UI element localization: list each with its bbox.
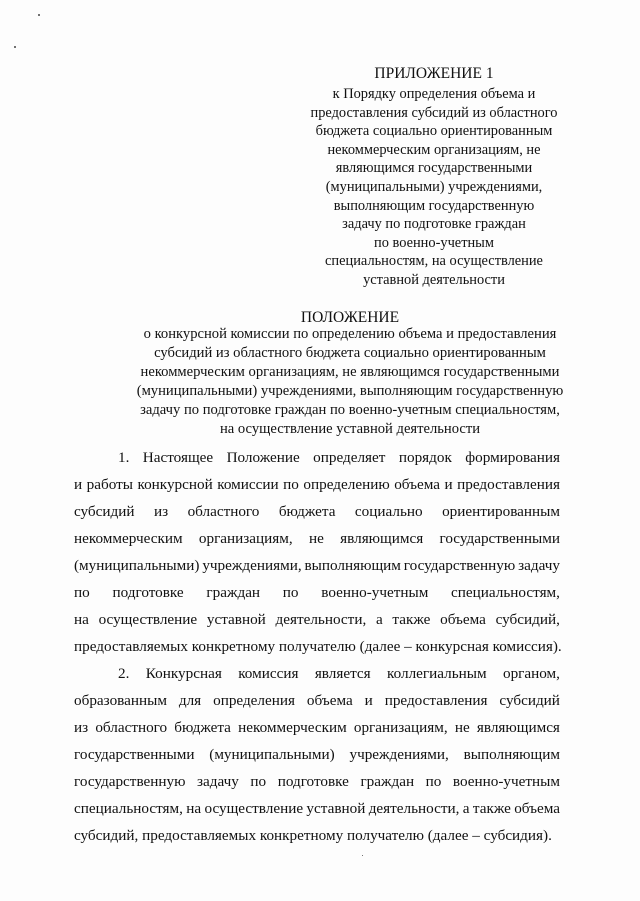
word: учреждениями, xyxy=(202,557,302,574)
appendix-line: выполняющим государственную xyxy=(333,197,535,214)
word: определения xyxy=(213,692,295,709)
word: некоммерческим xyxy=(238,719,347,736)
word: по xyxy=(250,773,267,790)
paragraph-line xyxy=(74,714,560,741)
word: предоставления xyxy=(457,476,560,493)
paragraph-line: субсидий, предоставляемых конкретному получателю (далее – субсидия). xyxy=(74,827,552,844)
word: подготовке xyxy=(277,773,349,790)
subtitle-line: некоммерческим организациям, не являющимся государственными xyxy=(140,364,560,380)
scan-speck xyxy=(14,46,16,48)
word: (муниципальными) xyxy=(74,557,200,574)
paragraph-line xyxy=(74,606,560,633)
word: и xyxy=(444,476,453,493)
word: органом, xyxy=(502,665,560,682)
word: уставной xyxy=(306,800,366,817)
word: бюджета xyxy=(174,719,231,736)
word: образованным xyxy=(74,692,167,709)
paragraph-line xyxy=(74,525,560,552)
word: организациям, xyxy=(353,719,448,736)
word: комиссии xyxy=(217,476,279,493)
word: Положение xyxy=(226,449,300,466)
subtitle-line: задачу по подготовке граждан по военно-учетным специальностям, xyxy=(140,402,560,418)
word: определению xyxy=(303,476,390,493)
word: порядок xyxy=(398,449,452,466)
word: специальностям, xyxy=(74,800,183,817)
regulation-subtitle xyxy=(70,325,630,439)
word: бюджета xyxy=(278,503,336,520)
word: субсидий xyxy=(499,692,560,709)
word: формирования xyxy=(465,449,560,466)
word: Конкурсная xyxy=(145,665,222,682)
word: осуществление xyxy=(204,800,304,817)
word: из xyxy=(153,503,169,520)
word: государственную xyxy=(74,773,186,790)
word: по xyxy=(74,584,90,601)
appendix-block xyxy=(300,64,568,290)
paragraph-line xyxy=(74,741,560,768)
paragraph-line xyxy=(74,660,560,687)
appendix-line: (муниципальными) учреждениями, xyxy=(325,178,543,195)
word: граждан xyxy=(360,773,415,790)
appendix-line: задачу по подготовке граждан xyxy=(342,216,526,233)
paragraph-line xyxy=(74,795,560,822)
regulation-body xyxy=(74,444,560,849)
appendix-line: к Порядку определения объема и xyxy=(332,86,536,102)
paragraph-2 xyxy=(74,660,560,849)
word: субсидий xyxy=(74,503,135,520)
word: объема xyxy=(394,476,440,493)
word: работы xyxy=(86,476,133,493)
word: предоставления xyxy=(384,692,488,709)
word: не xyxy=(308,530,324,547)
word: выполняющим xyxy=(463,746,560,763)
word: из xyxy=(74,719,89,736)
scan-speck xyxy=(362,855,363,856)
word: и xyxy=(74,476,83,493)
word: и xyxy=(364,692,373,709)
word: социально xyxy=(354,503,423,520)
word: не xyxy=(454,719,470,736)
word: государственную xyxy=(403,557,516,574)
word: являющимся xyxy=(476,719,560,736)
paragraph-line xyxy=(74,768,560,795)
word: по xyxy=(283,476,299,493)
appendix-line: некоммерческим организациям, не xyxy=(327,141,541,158)
word: военно-учетным xyxy=(452,773,560,790)
paragraph-line xyxy=(74,579,560,606)
word: уставной xyxy=(206,611,266,628)
word: областного xyxy=(187,503,260,520)
appendix-line: бюджета социально ориентированным xyxy=(315,123,553,140)
word: деятельности, xyxy=(368,800,460,817)
appendix-line: уставной деятельности xyxy=(363,271,505,288)
paragraph-line xyxy=(74,471,560,498)
word: является xyxy=(314,665,371,682)
word: по xyxy=(282,584,299,601)
paragraph-line xyxy=(74,444,560,471)
word: специальностям, xyxy=(451,584,560,601)
word: на xyxy=(186,800,202,817)
word: конкурсной xyxy=(137,476,213,493)
word: учреждениями, xyxy=(349,746,449,763)
word: субсидий, xyxy=(495,611,560,628)
word: объема xyxy=(514,800,560,817)
word: а xyxy=(462,800,470,817)
appendix-heading: ПРИЛОЖЕНИЕ 1 xyxy=(374,65,494,82)
appendix-line: предоставления субсидий из областного xyxy=(310,104,558,121)
word: организациям, xyxy=(198,530,293,547)
word: государственными xyxy=(439,530,560,547)
word: военно-учетным xyxy=(321,584,429,601)
subtitle-line: (муниципальными) учреждениями, выполняющим государственную xyxy=(136,383,564,399)
word: 1. xyxy=(118,449,130,466)
regulation-title: ПОЛОЖЕНИЕ xyxy=(300,309,400,326)
appendix-line: специальностям, на осуществление xyxy=(325,253,543,270)
word: деятельности, xyxy=(275,611,367,628)
scan-speck xyxy=(38,14,40,16)
word: а xyxy=(375,611,383,628)
word: на xyxy=(74,611,89,628)
paragraph-line xyxy=(74,552,560,579)
word: подготовке xyxy=(112,584,184,601)
subtitle-line: субсидий из областного бюджета социально ориентированным xyxy=(154,345,546,361)
word: некоммерческим xyxy=(74,530,183,547)
word: ориентированным xyxy=(442,503,560,520)
word: выполняющим xyxy=(304,557,401,574)
word: (муниципальными) xyxy=(209,746,335,763)
word: 2. xyxy=(118,665,130,682)
word: объема xyxy=(306,692,353,709)
paragraph-line: предоставляемых конкретному получателю (далее – конкурсная комиссия). xyxy=(74,638,562,655)
word: задачу xyxy=(197,773,239,790)
word: задачу xyxy=(518,557,560,574)
word: объема xyxy=(440,611,486,628)
word: комиссия xyxy=(238,665,299,682)
word: также xyxy=(472,800,511,817)
appendix-line: являющимся государственными xyxy=(335,160,533,177)
appendix-line: по военно-учетным xyxy=(374,234,494,251)
subtitle-line: на осуществление уставной деятельности xyxy=(219,421,481,437)
word: государственными xyxy=(74,746,195,763)
word: определяет xyxy=(313,449,386,466)
word: являющимся xyxy=(340,530,424,547)
word: граждан xyxy=(206,584,261,601)
word: по xyxy=(425,773,442,790)
subtitle-line: о конкурсной комиссии по определению объема и предоставления xyxy=(143,326,557,342)
paragraph-line xyxy=(74,498,560,525)
paragraph-1 xyxy=(74,444,560,660)
paragraph-line xyxy=(74,687,560,714)
word: также xyxy=(392,611,431,628)
word: для xyxy=(178,692,202,709)
word: областного xyxy=(95,719,168,736)
word: Настоящее xyxy=(142,449,214,466)
word: осуществление xyxy=(98,611,198,628)
word: коллегиальным xyxy=(387,665,487,682)
